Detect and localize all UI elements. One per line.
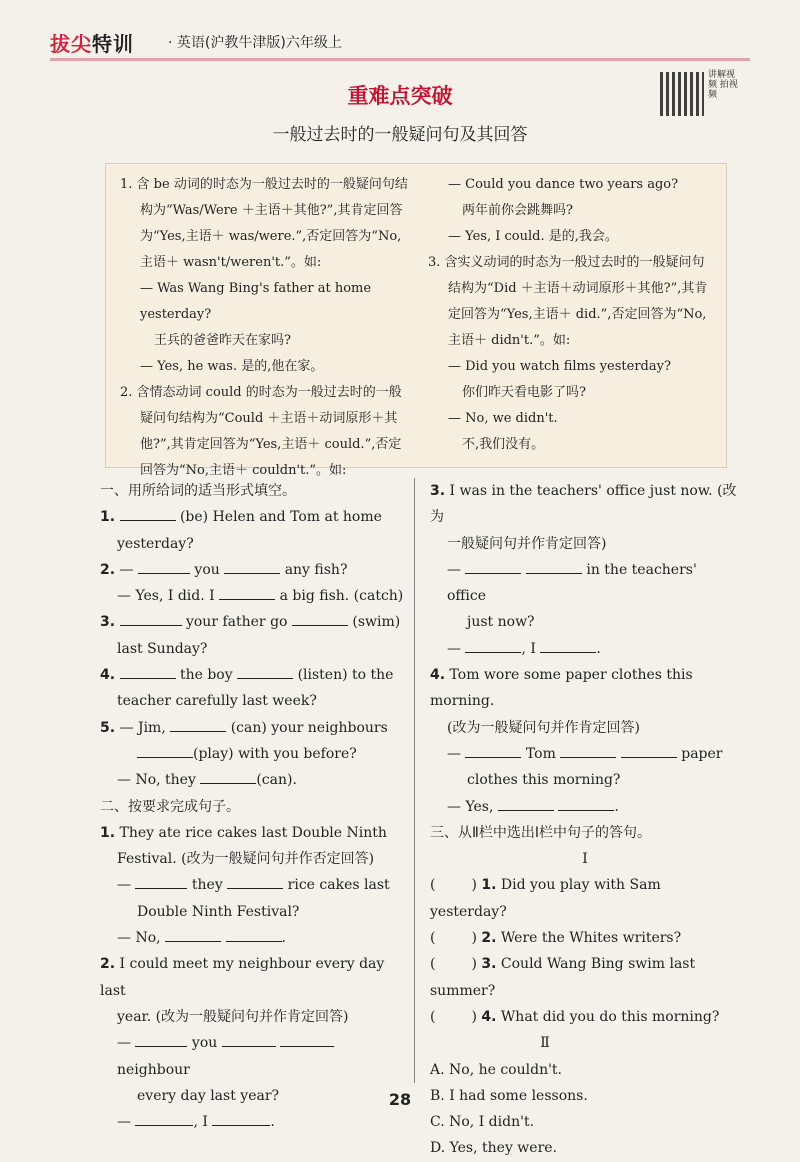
s2-q2: 2. I could meet my neighbour every day last — [100, 956, 385, 999]
s1-q2: 2. — you any fish? — [100, 557, 405, 583]
answer-blank[interactable] — [227, 874, 283, 889]
header-rule — [50, 58, 750, 61]
answer-blank[interactable] — [200, 769, 256, 784]
brand-b: 特训 — [92, 32, 134, 56]
answer-blank[interactable] — [560, 743, 616, 758]
s1-q4-cont: teacher carefully last week? — [117, 693, 317, 710]
grammar-line: — No, we didn't. — [448, 411, 558, 426]
page-subtitle: 一般过去时的一般疑问句及其回答 — [272, 125, 528, 145]
answer-blank[interactable] — [170, 717, 226, 732]
s2-q4-cont: clothes this morning? — [467, 772, 621, 789]
grammar-box — [105, 163, 727, 478]
grammar-line: 2. 含情态动词 could 的时态为一般过去时的一般 — [120, 385, 402, 400]
answer-blank[interactable] — [540, 638, 596, 653]
grammar-line: 结构为“Did ＋主语＋动词原形＋其他?”,其肯 — [448, 281, 708, 296]
answer-blank[interactable] — [138, 559, 190, 574]
s2-q4-ans: — Tom paper — [430, 741, 740, 767]
grammar-left — [120, 172, 420, 484]
answer-blank[interactable] — [120, 664, 176, 679]
answer-blank[interactable] — [120, 611, 182, 626]
s2-q3-instr: 一般疑问句并作肯定回答) — [447, 535, 607, 552]
s3-item: ( ) 4. What did you do this morning? — [430, 1008, 720, 1025]
page-number: 28 — [388, 1090, 412, 1109]
section-1-title: 一、用所给词的适当形式填空。 — [100, 483, 296, 499]
page-header — [50, 28, 750, 58]
s3-answer: D. Yes, they were. — [430, 1140, 558, 1157]
answer-blank[interactable] — [621, 743, 677, 758]
grammar-line: 不,我们没有。 — [462, 437, 545, 452]
grammar-line: 他?”,其肯定回答为“Yes,主语＋ could.”,否定 — [140, 437, 402, 452]
s2-q2-reply: — , I . — [100, 1109, 405, 1135]
page-title: 重难点突破 — [347, 84, 453, 108]
answer-blank[interactable] — [135, 1032, 187, 1047]
grammar-line: 主语＋ wasn't/weren't.”。如: — [140, 255, 322, 270]
answer-blank[interactable] — [226, 927, 282, 942]
answer-blank[interactable] — [219, 585, 275, 600]
answer-blank[interactable] — [137, 743, 193, 758]
s2-q1-reply: — No, . — [100, 925, 405, 951]
s1-q1: 1. (be) Helen and Tom at home — [100, 504, 405, 530]
s1-q4: 4. the boy (listen) to the — [100, 662, 405, 688]
answer-blank[interactable] — [465, 638, 521, 653]
s1-q1-cont: yesterday? — [117, 535, 194, 552]
s2-q2-instr: year. (改为一般疑问句并作肯定回答) — [117, 1008, 349, 1025]
s1-q5-cont: (play) with you before? — [100, 741, 405, 767]
s2-q1: 1. They ate rice cakes last Double Ninth — [100, 824, 387, 841]
answer-blank[interactable] — [135, 1111, 193, 1126]
s1-q5-reply: — No, they (can). — [100, 767, 405, 793]
grammar-line: — Did you watch films yesterday? — [448, 359, 671, 374]
answer-blank[interactable] — [212, 1111, 270, 1126]
answer-blank[interactable] — [292, 611, 348, 626]
grammar-line: 主语＋ didn't.”。如: — [448, 333, 571, 348]
s3-answer: A. No, he couldn't. — [430, 1061, 563, 1078]
s2-q1-ans: — they rice cakes last — [100, 872, 405, 898]
answer-blank[interactable] — [465, 743, 521, 758]
grammar-line: 两年前你会跳舞吗? — [462, 203, 573, 218]
s2-q2-ans: — you neighbour — [100, 1030, 405, 1083]
brand-logo — [50, 28, 134, 57]
grammar-line: 回答为“No,主语＋ couldn't.”。如: — [140, 463, 347, 478]
s3-answer: C. No, I didn't. — [430, 1114, 535, 1131]
grammar-line: 3. 含实义动词的时态为一般过去时的一般疑问句 — [428, 255, 705, 270]
grammar-line: — Yes, he was. 是的,他在家。 — [140, 359, 324, 374]
s2-q3-cont: just now? — [467, 614, 535, 631]
brand-a: 拔尖 — [50, 32, 92, 56]
s2-q3-ans: — in the teachers' office — [430, 557, 740, 610]
answer-blank[interactable] — [526, 559, 582, 574]
grammar-line: 构为“Was/Were ＋主语＋其他?”,其肯定回答 — [140, 203, 403, 218]
s3-item: ( ) 3. Could Wang Bing swim last summer? — [430, 956, 696, 999]
answer-blank[interactable] — [465, 559, 521, 574]
s3-item: ( ) 2. Were the Whites writers? — [430, 930, 682, 947]
s2-q4-instr: (改为一般疑问句并作肯定回答) — [447, 719, 640, 736]
answer-blank[interactable] — [558, 796, 614, 811]
section-2-title: 二、按要求完成句子。 — [100, 798, 240, 815]
qr-caption: 讲解视频 拍视频 — [708, 70, 738, 100]
answer-blank[interactable] — [237, 664, 293, 679]
s1-q3-cont: last Sunday? — [117, 640, 208, 657]
left-column — [100, 478, 405, 1135]
column-2-heading: Ⅱ — [540, 1035, 550, 1052]
s2-q3: 3. I was in the teachers' office just now. (改为 — [430, 483, 737, 526]
answer-blank[interactable] — [165, 927, 221, 942]
grammar-line: — Was Wang Bing's father at home yesterday? — [140, 281, 372, 322]
right-column — [430, 478, 740, 1162]
column-divider — [414, 478, 415, 1083]
answer-blank[interactable] — [135, 874, 187, 889]
header-subject: · 英语(沪教牛津版)六年级上 — [168, 35, 342, 51]
s2-q4: 4. Tom wore some paper clothes this morning. — [430, 667, 693, 710]
s2-q2-cont: every day last year? — [137, 1087, 280, 1104]
s2-q3-reply: — , I . — [430, 636, 740, 662]
answer-blank[interactable] — [224, 559, 280, 574]
answer-blank[interactable] — [498, 796, 554, 811]
answer-blank[interactable] — [280, 1032, 334, 1047]
grammar-line: 王兵的爸爸昨天在家吗? — [154, 333, 291, 348]
s3-item: ( ) 1. Did you play with Sam yesterday? — [430, 877, 661, 920]
grammar-line: — Yes, I could. 是的,我会。 — [448, 229, 618, 244]
grammar-right — [428, 172, 724, 458]
grammar-line: — Could you dance two years ago? — [448, 177, 679, 192]
section-3-title: 三、从Ⅱ栏中选出Ⅰ栏中句子的答句。 — [430, 824, 652, 841]
s1-q5: 5. — Jim, (can) your neighbours — [100, 715, 405, 741]
s3-answer: B. I had some lessons. — [430, 1087, 588, 1104]
grammar-line: 定回答为“Yes,主语＋ did.”,否定回答为“No, — [448, 307, 707, 322]
grammar-line: 你们昨天看电影了吗? — [462, 385, 586, 400]
s2-q4-reply: — Yes, . — [430, 794, 740, 820]
column-1-heading: Ⅰ — [582, 851, 588, 868]
s2-q1-cont: Double Ninth Festival? — [137, 903, 300, 920]
grammar-line: 疑问句结构为“Could ＋主语＋动词原形＋其 — [140, 411, 398, 426]
s2-q1-instr: Festival. (改为一般疑问句并作否定回答) — [117, 851, 375, 868]
answer-blank[interactable] — [222, 1032, 276, 1047]
grammar-line: 为“Yes,主语＋ was/were.”,否定回答为“No, — [140, 229, 402, 244]
grammar-line: 1. 含 be 动词的时态为一般过去时的一般疑问句结 — [120, 177, 408, 192]
s1-q2-reply: — Yes, I did. I a big fish. (catch) — [100, 583, 405, 609]
answer-blank[interactable] — [120, 506, 176, 521]
s1-q3: 3. your father go (swim) — [100, 609, 405, 635]
